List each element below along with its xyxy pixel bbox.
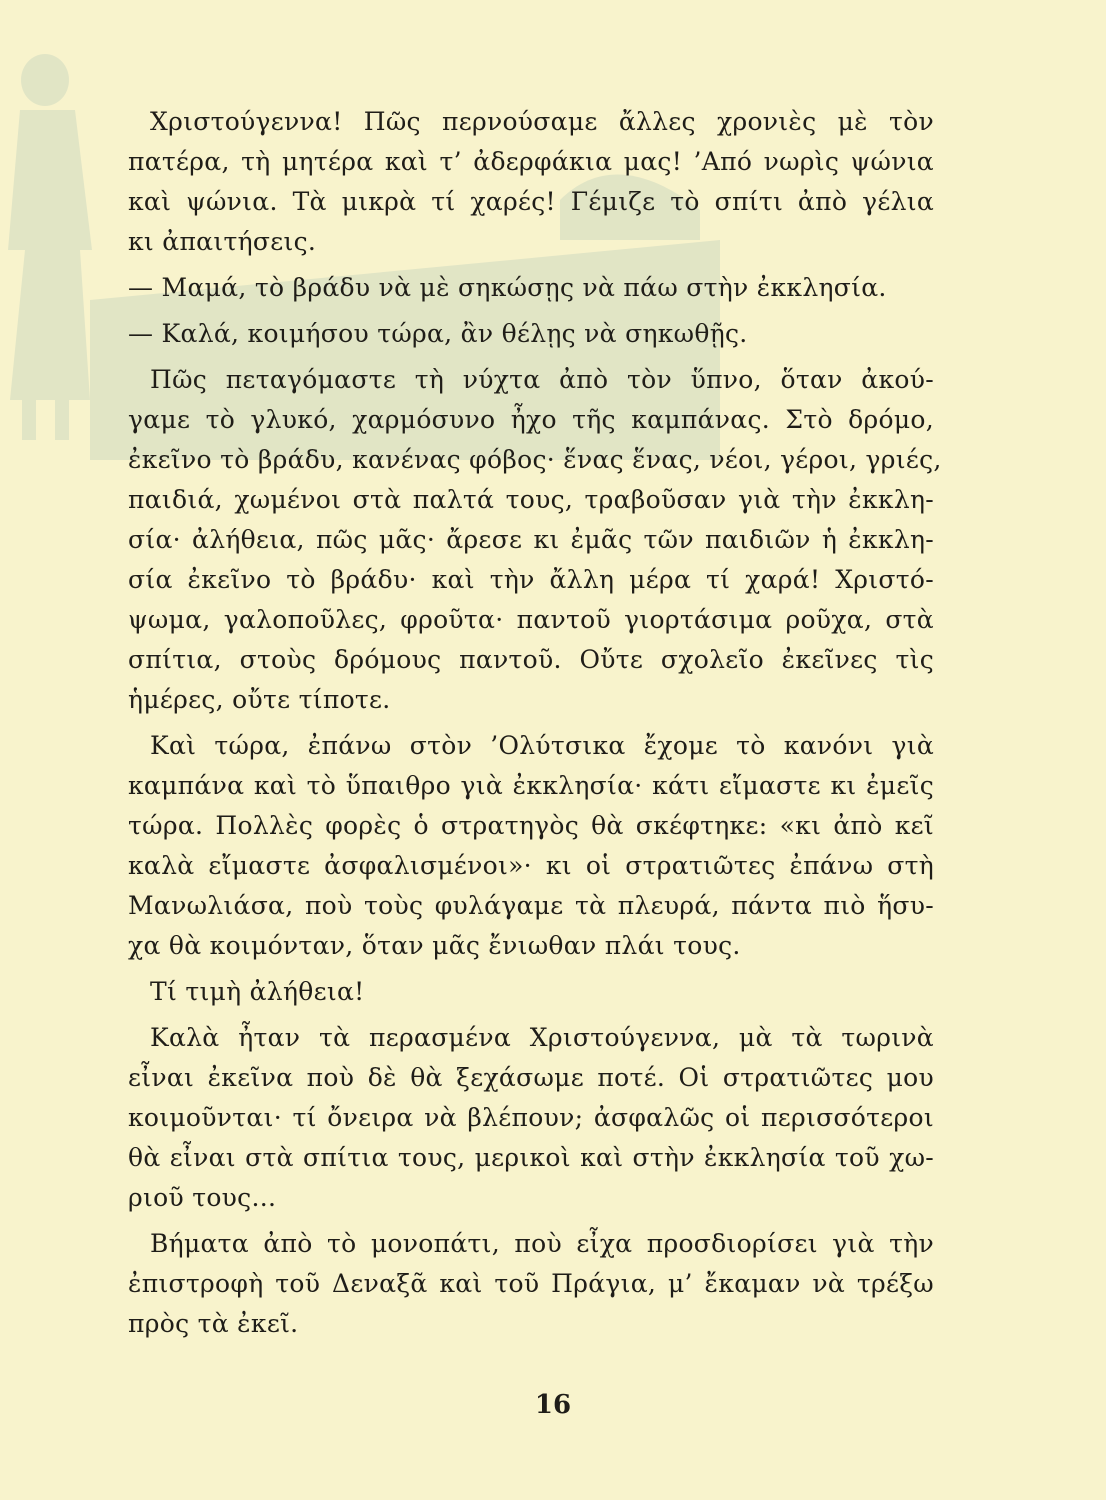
text-line: Πῶς πεταγόμαστε τὴ νύχτα ἀπὸ τὸν ὕπνο, ὅταν ἀκού- [150,365,934,394]
text-line: Χριστούγεννα! Πῶς περνούσαμε ἄλλες χρονιὲς μὲ τὸν [150,107,934,136]
text-line: σία· ἀλήθεια, πῶς μᾶς· ἄρεσε κι ἐμᾶς τῶν παιδιῶν ἡ ἐκκλη- [128,525,934,554]
text-line: χα θὰ κοιμόνταν, ὅταν μᾶς ἔνιωθαν πλάι τους. [128,931,741,960]
text-line: σπίτια, στοὺς δρόμους παντοῦ. Οὔτε σχολεῖο ἐκεῖνες τὶς [128,645,934,674]
text-line: ψωμα, γαλοποῦλες, φροῦτα· παντοῦ γιορτάσιμα ροῦχα, στὰ [128,605,934,634]
text-line: — Μαμά, τὸ βράδυ νὰ μὲ σηκώσῃς νὰ πάω στὴν ἐκκλησία. [128,273,887,302]
paragraph-current-christmas [128,1018,934,1218]
text-line: κοιμοῦνται· τί ὄνειρα νὰ βλέπουν; ἀσφαλῶς οἱ περισσότεροι [128,1103,934,1132]
text-line: τώρα. Πολλὲς φορὲς ὁ στρατηγὸς θὰ σκέφτηκε: «κι ἀπὸ κεῖ [128,811,934,840]
text-line: ἐκεῖνο τὸ βράδυ, κανένας φόβος· ἕνας ἕνας, νέοι, γέροι, γριές, [128,445,942,474]
text-line: Καὶ τώρα, ἐπάνω στὸν ’Ολύτσικα ἔχομε τὸ κανόνι γιὰ [150,731,934,760]
text-line: καλὰ εἴμαστε ἀσφαλισμένοι»· κι οἱ στρατιῶτες ἐπάνω στὴ [128,851,934,880]
text-line: Μανωλιάσα, ποὺ τοὺς φυλάγαμε τὰ πλευρά, πάντα πιὸ ἥσυ- [128,891,934,920]
paragraph-night-church [128,360,942,720]
dialogue-line-child [128,268,934,308]
text-line: ριοῦ τους... [128,1183,277,1212]
text-line: παιδιά, χωμένοι στὰ παλτά τους, τραβοῦσαν γιὰ τὴν ἐκκλη- [128,485,934,514]
text-line: σία ἐκεῖνο τὸ βράδυ· καὶ τὴν ἄλλη μέρα τί χαρά! Χριστό- [128,565,934,594]
paragraph-honor [128,972,934,1012]
text-line: κι ἀπαιτήσεις. [128,227,317,256]
text-line: πατέρα, τὴ μητέρα καὶ τ’ ἀδερφάκια μας! ’Από νωρὶς ψώνια [128,147,934,176]
text-line: καὶ ψώνια. Τὰ μικρὰ τί χαρές! Γέμιζε τὸ σπίτι ἀπὸ γέλια [128,187,934,216]
paragraph-footsteps [128,1224,934,1344]
paragraph-christmas-memories [128,102,934,262]
paragraph-olytsika [128,726,934,966]
text-line: Καλὰ ἦταν τὰ περασμένα Χριστούγεννα, μὰ τὰ τωρινὰ [150,1023,934,1052]
text-line: θὰ εἶναι στὰ σπίτια τους, μερικοὶ καὶ στὴν ἐκκλησία τοῦ χω- [128,1143,934,1172]
text-line: καμπάνα καὶ τὸ ὕπαιθρο γιὰ ἐκκλησία· κάτι εἴμαστε κι ἐμεῖς [128,771,934,800]
text-line: εἶναι ἐκεῖνα ποὺ δὲ θὰ ξεχάσωμε ποτέ. Οἱ στρατιῶτες μου [128,1063,934,1092]
text-line: Τί τιμὴ ἀλήθεια! [150,977,365,1006]
page-number: 16 [534,1390,572,1420]
text-line: ἡμέρες, οὔτε τίποτε. [128,685,391,714]
text-line: Βήματα ἀπὸ τὸ μονοπάτι, ποὺ εἶχα προσδιορίσει γιὰ τὴν [150,1229,934,1258]
text-body [128,102,942,1344]
dialogue-line-mother [128,314,934,354]
text-line: γαμε τὸ γλυκό, χαρμόσυνο ἦχο τῆς καμπάνας. Στὸ δρόμο, [128,405,934,434]
text-line: πρὸς τὰ ἐκεῖ. [128,1309,299,1338]
text-line: ἐπιστροφὴ τοῦ Δεναξᾶ καὶ τοῦ Πράγια, μ’ ἔκαμαν νὰ τρέξω [128,1269,934,1298]
text-line: — Καλά, κοιμήσου τώρα, ἂν θέλῃς νὰ σηκωθῇς. [128,319,748,348]
